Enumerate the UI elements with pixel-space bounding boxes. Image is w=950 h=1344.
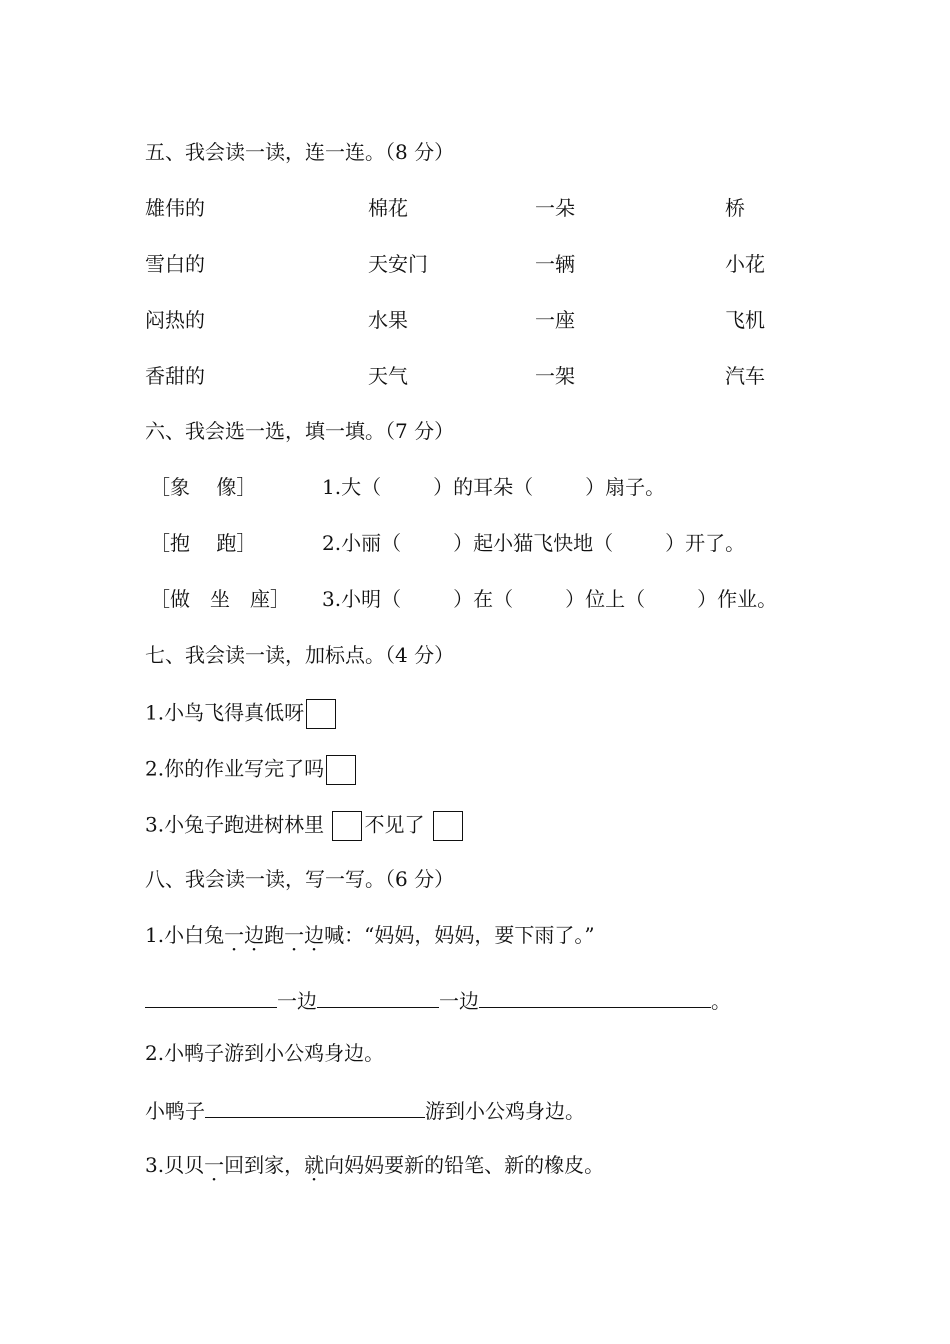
match-cell: 一辆 xyxy=(535,252,575,276)
writing-blank[interactable] xyxy=(145,987,277,1008)
writing-line: 一边 一边 。 xyxy=(145,987,731,1013)
punctuation-question: 3.小兔子跑进树林里 不见了 xyxy=(145,811,465,841)
match-cell: 飞机 xyxy=(725,308,765,332)
punctuation-box[interactable] xyxy=(332,811,362,841)
example-sentence: 1.小白兔一边跑一边喊：“妈妈，妈妈，要下雨了。” xyxy=(145,923,595,947)
fill-question: 1.大（ ）的耳朵（ ）扇子。 xyxy=(322,475,666,499)
section-5-title: 五、我会读一读，连一连。（8 分） xyxy=(145,140,455,164)
match-cell: 棉花 xyxy=(368,196,408,220)
emphasis-char: 一 xyxy=(204,1153,225,1177)
match-cell: 水果 xyxy=(368,308,408,332)
punctuation-box[interactable] xyxy=(433,811,463,841)
example-sentence: 2.小鸭子游到小公鸡身边。 xyxy=(145,1041,385,1065)
writing-blank[interactable] xyxy=(317,987,439,1008)
fill-question: 2.小丽（ ）起小猫飞快地（ ）开了。 xyxy=(322,531,746,555)
fill-question: 3.小明（ ）在（ ）位上（ ）作业。 xyxy=(322,587,778,611)
punctuation-question: 1.小鸟飞得真低呀 xyxy=(145,699,338,729)
emphasis-char: 一 xyxy=(284,923,305,947)
match-cell: 闷热的 xyxy=(145,308,205,332)
example-sentence: 3.贝贝一回到家，就向妈妈要新的铅笔、新的橡皮。 xyxy=(145,1153,605,1177)
punctuation-box[interactable] xyxy=(326,755,356,785)
writing-line: 小鸭子 游到小公鸡身边。 xyxy=(145,1099,585,1123)
section-7-title: 七、我会读一读，加标点。（4 分） xyxy=(145,643,455,667)
match-cell: 天安门 xyxy=(368,252,428,276)
match-cell: 一座 xyxy=(535,308,575,332)
punctuation-box[interactable] xyxy=(306,699,336,729)
word-choice: ［抱 跑］ xyxy=(150,531,257,555)
match-cell: 一朵 xyxy=(535,196,575,220)
writing-blank[interactable] xyxy=(479,987,711,1008)
emphasis-char: 一 xyxy=(224,923,245,947)
match-cell: 小花 xyxy=(725,252,765,276)
match-cell: 天气 xyxy=(368,364,408,388)
match-cell: 香甜的 xyxy=(145,364,205,388)
match-cell: 一架 xyxy=(535,364,575,388)
match-cell: 雪白的 xyxy=(145,252,205,276)
emphasis-char: 就 xyxy=(304,1153,325,1177)
word-choice: ［象 像］ xyxy=(150,475,257,499)
match-cell: 汽车 xyxy=(725,364,765,388)
match-cell: 雄伟的 xyxy=(145,196,205,220)
section-8-title: 八、我会读一读，写一写。（6 分） xyxy=(145,867,455,891)
word-choice: ［做 坐 座］ xyxy=(150,587,290,611)
emphasis-char: 边 xyxy=(244,923,265,947)
punctuation-question: 2.你的作业写完了吗 xyxy=(145,755,358,785)
writing-blank[interactable] xyxy=(205,1097,425,1118)
match-cell: 桥 xyxy=(725,196,745,220)
section-6-title: 六、我会选一选，填一填。（7 分） xyxy=(145,419,455,443)
emphasis-char: 边 xyxy=(304,923,325,947)
